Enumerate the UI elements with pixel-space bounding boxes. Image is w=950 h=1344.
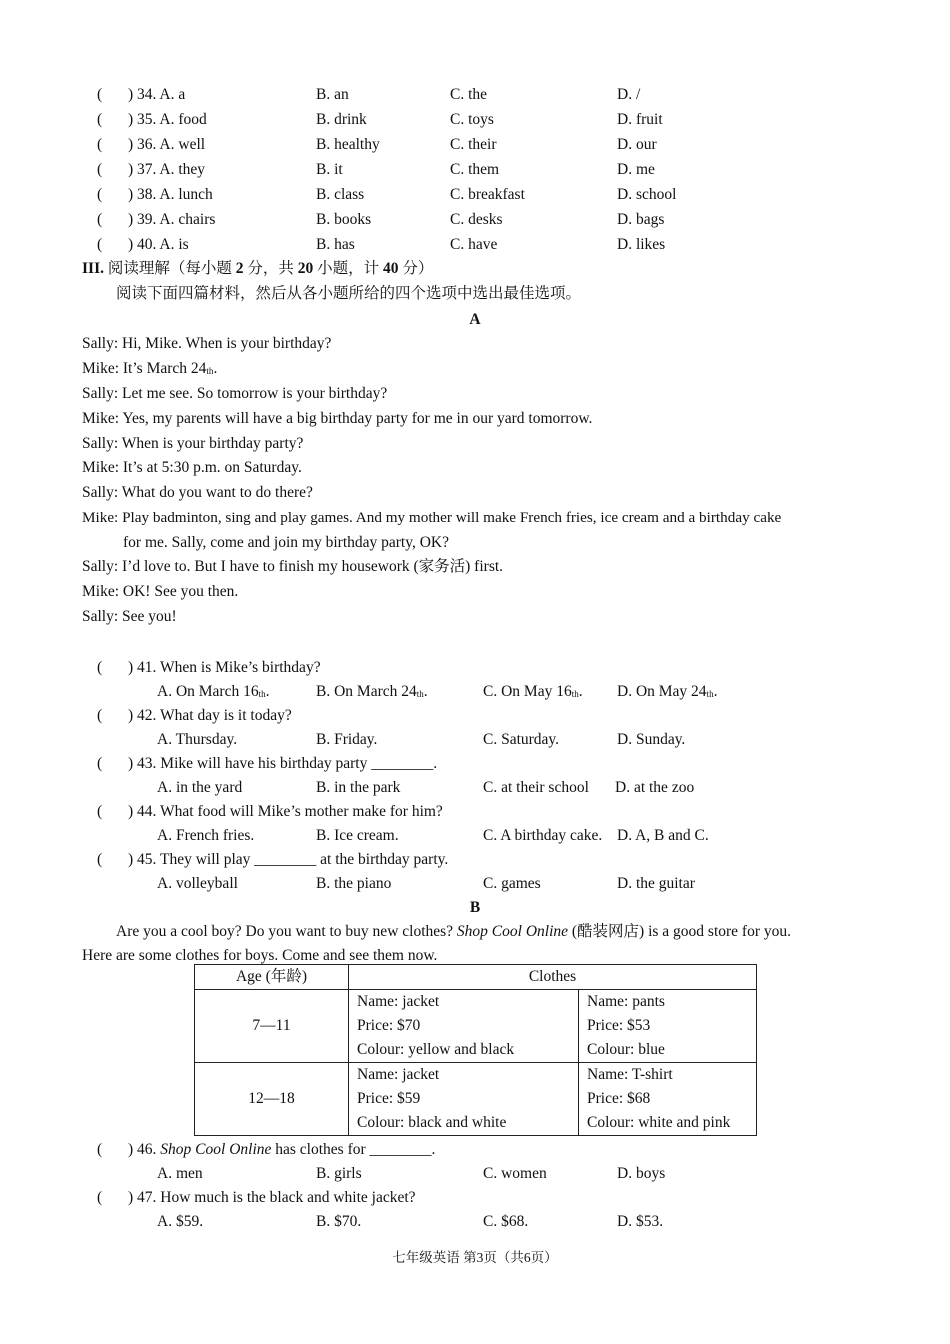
option-b: B. drink	[316, 111, 367, 128]
option-d: D. Sunday.	[617, 731, 686, 748]
item-name: Name: T-shirt	[587, 1066, 673, 1083]
answer-paren: (	[97, 186, 103, 203]
question-text: ) 44. What food will Mike’s mother make for him?	[128, 803, 443, 820]
section-number: III.	[82, 260, 104, 277]
section-title-part: 阅读理解（每小题	[107, 260, 232, 277]
intro-text: Are you a cool boy? Do you want to buy new clothes?	[116, 923, 454, 940]
option-d: D. at the zoo	[615, 779, 695, 796]
page-footer: 七年级英语 第3页（共6页）	[392, 1250, 558, 1265]
item-price: Price: $53	[587, 1017, 651, 1034]
header-clothes: Clothes	[349, 965, 757, 990]
option-b: B. the piano	[316, 875, 392, 892]
option-a: A. men	[157, 1165, 203, 1182]
option-a: A. volleyball	[157, 875, 238, 892]
option-a: A. $59.	[157, 1213, 204, 1230]
option-text: A. On March 16	[157, 683, 259, 700]
dialogue-line: Sally: Hi, Mike. When is your birthday?	[82, 335, 332, 352]
option-b: B. it	[316, 161, 343, 178]
option-a: ) 40. A. is	[128, 236, 189, 253]
section-title-part: 分）	[402, 260, 434, 277]
option-d: D. our	[617, 136, 657, 153]
option-b: B. $70.	[316, 1213, 362, 1230]
option-d: D. school	[617, 186, 677, 203]
dialogue-text: Mike: It’s March 24	[82, 360, 207, 377]
option-a: ) 36. A. well	[128, 136, 206, 153]
answer-paren: (	[97, 851, 103, 868]
option-b: B. books	[316, 211, 372, 228]
item-name: Name: jacket	[357, 1066, 440, 1083]
answer-paren: (	[97, 1141, 103, 1158]
option-c: C. toys	[450, 111, 494, 128]
option-d: D. bags	[617, 211, 665, 228]
dialogue-line: Sally: Let me see. So tomorrow is your birthday?	[82, 385, 388, 402]
passage-b-intro-line: Here are some clothes for boys. Come and see them now.	[82, 947, 438, 964]
question-text	[128, 1140, 435, 1160]
item-colour: Colour: white and pink	[587, 1114, 731, 1131]
option-a: ) 35. A. food	[128, 111, 207, 128]
option-c	[483, 682, 583, 703]
option-b	[316, 682, 428, 703]
dialogue-line: Sally: When is your birthday party?	[82, 435, 304, 452]
question-rest: has clothes for ________.	[275, 1141, 436, 1158]
answer-paren: (	[97, 211, 103, 228]
option-a: A. in the yard	[157, 779, 243, 796]
option-b: B. an	[316, 86, 349, 103]
option-a: ) 34. A. a	[128, 86, 186, 103]
option-c: C. their	[450, 136, 497, 153]
item-colour: Colour: blue	[587, 1041, 665, 1058]
answer-paren: (	[97, 236, 103, 253]
option-b: B. class	[316, 186, 365, 203]
option-b: B. has	[316, 236, 355, 253]
item-cell	[579, 990, 757, 1063]
option-c: C. Saturday.	[483, 731, 560, 748]
item-cell	[579, 1063, 757, 1136]
clothes-table	[194, 964, 757, 1136]
option-c: C. the	[450, 86, 488, 103]
answer-paren: (	[97, 1189, 103, 1206]
option-d: D. likes	[617, 236, 666, 253]
item-colour: Colour: yellow and black	[357, 1041, 515, 1058]
option-d: D. me	[617, 161, 655, 178]
option-b: B. healthy	[316, 136, 380, 153]
header-age: Age (年龄)	[195, 965, 349, 990]
passage-a-heading: A	[469, 311, 481, 328]
intro-text: (酷装网店) is a good store for you.	[571, 923, 792, 940]
item-name: Name: jacket	[357, 993, 440, 1010]
dialogue-line: Sally: I’d love to. But I have to finish my housework (家务活) first.	[82, 558, 504, 575]
question-number: ) 46.	[128, 1141, 157, 1158]
option-c: C. women	[483, 1165, 547, 1182]
option-text: D. On May 24	[617, 683, 707, 700]
item-price: Price: $59	[357, 1090, 421, 1107]
option-c: C. at their school	[483, 779, 589, 796]
option-b: B. Friday.	[316, 731, 378, 748]
option-a: ) 39. A. chairs	[128, 211, 216, 228]
option-b: B. in the park	[316, 779, 401, 796]
item-price: Price: $68	[587, 1090, 651, 1107]
option-d: D. A, B and C.	[617, 827, 709, 844]
answer-paren: (	[97, 86, 103, 103]
dialogue-line: Mike: OK! See you then.	[82, 583, 239, 600]
ordinal-suffix: th	[571, 689, 579, 699]
dialogue-line: Mike: Play badminton, sing and play games. And my mother will make French fries, ice cream and a birthday cake	[82, 509, 782, 526]
period: .	[265, 683, 270, 700]
question-count: 20	[297, 260, 314, 277]
answer-paren: (	[97, 803, 103, 820]
option-b: B. girls	[316, 1165, 362, 1182]
item-price: Price: $70	[357, 1017, 421, 1034]
option-d: D. /	[617, 86, 641, 103]
option-c: C. $68.	[483, 1213, 529, 1230]
option-c: C. desks	[450, 211, 503, 228]
option-b: B. Ice cream.	[316, 827, 399, 844]
answer-paren: (	[97, 136, 103, 153]
option-text: B. On March 24	[316, 683, 417, 700]
option-d: D. boys	[617, 1165, 666, 1182]
ordinal-suffix: th	[258, 689, 266, 699]
passage-b-intro-line	[116, 922, 791, 942]
option-a	[157, 682, 269, 703]
option-d: D. the guitar	[617, 875, 695, 892]
dialogue-line: Sally: What do you want to do there?	[82, 484, 313, 501]
item-colour: Colour: black and white	[357, 1114, 507, 1131]
item-cell	[349, 990, 579, 1063]
option-d: D. $53.	[617, 1213, 664, 1230]
option-c: C. games	[483, 875, 541, 892]
option-a: ) 38. A. lunch	[128, 186, 213, 203]
answer-paren: (	[97, 755, 103, 772]
question-text: ) 43. Mike will have his birthday party ________.	[128, 755, 438, 772]
table-header-row	[195, 965, 757, 990]
answer-paren: (	[97, 161, 103, 178]
period: .	[423, 683, 428, 700]
dialogue-line: Mike: Yes, my parents will have a big birthday party for me in our yard tomorrow.	[82, 410, 593, 427]
option-text: C. On May 16	[483, 683, 572, 700]
dialogue-line: for me. Sally, come and join my birthday party, OK?	[123, 534, 449, 551]
passage-b-heading: B	[469, 899, 481, 916]
dialogue-line: Mike: It’s at 5:30 p.m. on Saturday.	[82, 459, 302, 476]
period: .	[213, 360, 218, 377]
answer-paren: (	[97, 659, 103, 676]
total-points: 40	[383, 260, 399, 277]
section-title-part: 小题，计	[317, 260, 380, 277]
question-text: ) 45. They will play ________ at the birthday party.	[128, 851, 449, 868]
period: .	[713, 683, 718, 700]
option-c: C. them	[450, 161, 500, 178]
option-a: ) 37. A. they	[128, 161, 206, 178]
table-row	[195, 1063, 757, 1136]
table-row	[195, 990, 757, 1063]
option-d	[617, 682, 717, 703]
question-text: ) 42. What day is it today?	[128, 707, 292, 724]
question-text: ) 41. When is Mike’s birthday?	[128, 659, 321, 676]
option-c: C. have	[450, 236, 498, 253]
age-cell: 7—11	[195, 990, 349, 1063]
option-c: C. A birthday cake.	[483, 827, 603, 844]
ordinal-suffix: th	[706, 689, 714, 699]
option-a: A. Thursday.	[157, 731, 238, 748]
option-c: C. breakfast	[450, 186, 525, 203]
item-name: Name: pants	[587, 993, 665, 1010]
ordinal-suffix: th	[206, 366, 214, 376]
period: .	[578, 683, 583, 700]
question-text: ) 47. How much is the black and white jacket?	[128, 1189, 416, 1206]
item-cell	[349, 1063, 579, 1136]
shop-name: Shop Cool Online	[456, 923, 569, 940]
dialogue-line: Sally: See you!	[82, 608, 177, 625]
section-title-part: 分，共	[247, 260, 294, 277]
points-each: 2	[235, 260, 244, 277]
option-a: A. French fries.	[157, 827, 255, 844]
option-d: D. fruit	[617, 111, 663, 128]
section-instruction: 阅读下面四篇材料，然后从各小题所给的四个选项中选出最佳选项。	[116, 285, 582, 302]
ordinal-suffix: th	[416, 689, 424, 699]
section-heading	[82, 259, 433, 279]
shop-name: Shop Cool Online	[160, 1141, 272, 1158]
answer-paren: (	[97, 111, 103, 128]
age-cell: 12—18	[195, 1063, 349, 1136]
answer-paren: (	[97, 707, 103, 724]
dialogue-line	[82, 359, 217, 380]
